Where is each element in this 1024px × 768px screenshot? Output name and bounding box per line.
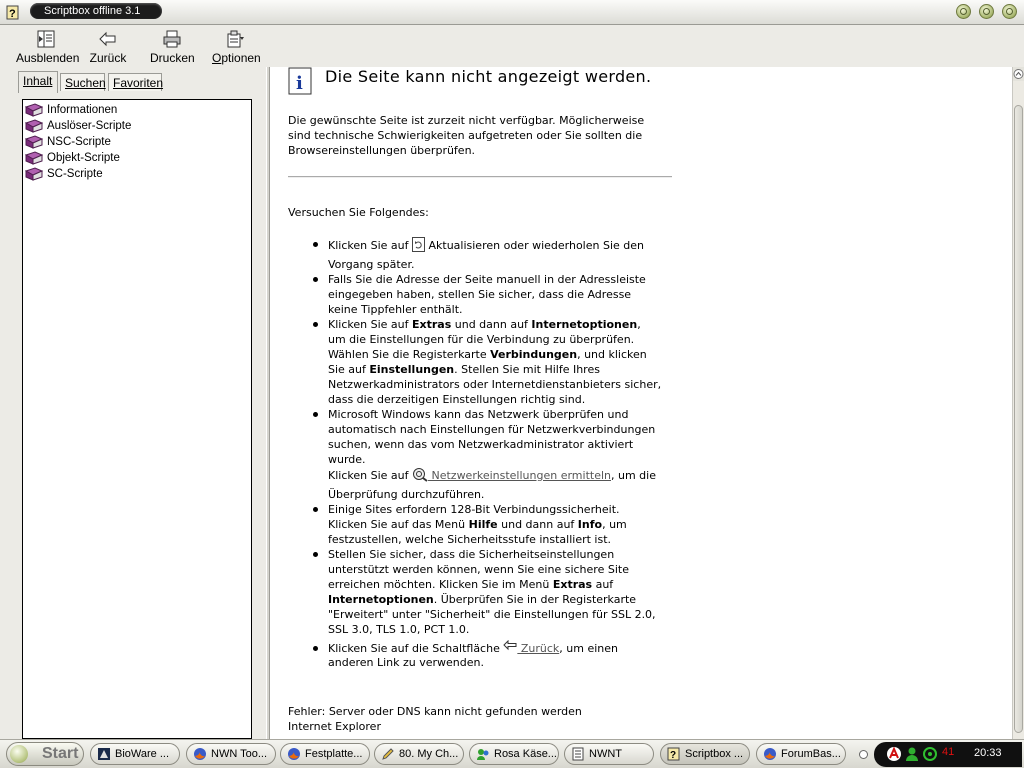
tray-toggle-button[interactable] bbox=[859, 750, 868, 759]
book-icon bbox=[25, 151, 43, 165]
list-item-cont: automatisch nach Einstellungen für Netzwerkverbindungen bbox=[328, 423, 656, 436]
text: , um die bbox=[611, 469, 656, 482]
notepad-icon bbox=[571, 747, 585, 761]
tab-contents[interactable] bbox=[18, 71, 58, 93]
list-item-cont: "Erweitert" unter "Sicherheit" die Einstellungen für SSL 2.0, bbox=[328, 608, 656, 621]
tray-counter: 41 bbox=[942, 746, 955, 758]
tree-item-label: NSC-Scripte bbox=[47, 136, 111, 148]
try-heading: Versuchen Sie Folgendes: bbox=[288, 206, 429, 219]
bioware-icon bbox=[97, 747, 111, 761]
help-app-icon bbox=[6, 4, 22, 20]
content-pane bbox=[270, 67, 1012, 739]
text: Klicken Sie auf die Schaltfläche bbox=[328, 642, 504, 655]
task-my-ch[interactable] bbox=[374, 743, 464, 765]
tab-search[interactable] bbox=[60, 73, 105, 91]
list-item-cont bbox=[328, 362, 600, 377]
text: . Überprüfen Sie in der Registerkarte bbox=[433, 593, 637, 606]
clock: 20:33 bbox=[974, 747, 1002, 759]
text: erreichen möchten. Klicken Sie im Menü bbox=[328, 578, 553, 591]
detect-network-settings-link[interactable]: Netzwerkeinstellungen ermitteln bbox=[427, 469, 611, 482]
navigation-pane bbox=[0, 67, 266, 739]
antivirus-icon[interactable] bbox=[886, 746, 902, 762]
list-item-cont: Netzwerkadministrators oder Internetdienstanbieters sicher, bbox=[328, 378, 662, 391]
text: Verbindungen bbox=[490, 348, 578, 361]
list-item bbox=[328, 237, 644, 253]
bullet bbox=[313, 646, 318, 651]
back-arrow-icon bbox=[503, 640, 517, 652]
task-label: BioWare ... bbox=[115, 748, 169, 760]
list-item-cont: keine Tippfehler enthält. bbox=[328, 303, 463, 316]
text: Klicken Sie auf bbox=[328, 469, 412, 482]
text: und dann auf bbox=[451, 318, 532, 331]
start-label: Start bbox=[42, 745, 79, 762]
close-button[interactable] bbox=[1002, 4, 1017, 19]
tree-item-label: SC-Scripte bbox=[47, 168, 103, 180]
printer-icon bbox=[161, 29, 183, 49]
page-title: Die Seite kann nicht angezeigt werden. bbox=[325, 67, 652, 86]
list-item-cont: suchen, wenn das vom Netzwerkadministrator aktiviert bbox=[328, 438, 634, 451]
text: Internetoptionen bbox=[328, 593, 434, 606]
print-button[interactable] bbox=[150, 29, 194, 65]
svg-text:?: ? bbox=[670, 750, 677, 761]
tree-item-label: Objekt-Scripte bbox=[47, 152, 120, 164]
hide-pane-icon bbox=[35, 29, 57, 49]
window-title: Scriptbox offline 3.1 bbox=[30, 3, 162, 19]
network-search-icon bbox=[412, 467, 428, 482]
pencil-icon bbox=[381, 747, 395, 761]
taskbar bbox=[0, 739, 1024, 768]
hide-button-label: Ausblenden bbox=[16, 51, 80, 65]
text: Aktualisieren oder wiederholen Sie den bbox=[424, 239, 645, 252]
list-item-cont: wurde. bbox=[328, 453, 366, 466]
tab-favorites[interactable] bbox=[108, 73, 162, 91]
bullet bbox=[313, 242, 318, 247]
options-icon bbox=[224, 29, 246, 49]
options-button-label: Optionen bbox=[212, 51, 261, 65]
help-icon bbox=[667, 747, 681, 761]
tab-contents-label: Inhalt bbox=[23, 74, 53, 88]
text: . Stellen Sie mit Hilfe Ihres bbox=[454, 363, 600, 376]
list-item-cont bbox=[328, 577, 613, 592]
messenger-icon bbox=[476, 747, 490, 761]
text: Sie auf bbox=[328, 363, 370, 376]
list-item-cont bbox=[328, 467, 656, 483]
list-item-cont bbox=[328, 592, 636, 607]
back-button-label: Zurück bbox=[89, 51, 127, 65]
back-arrow-icon bbox=[97, 29, 119, 49]
text: , und klicken bbox=[577, 348, 647, 361]
list-item-cont: Überprüfung durchzuführen. bbox=[328, 488, 485, 501]
bullet bbox=[313, 412, 318, 417]
tree-item-label: Auslöser-Scripte bbox=[47, 120, 132, 132]
text: auf bbox=[592, 578, 614, 591]
list-item: Microsoft Windows kann das Netzwerk überprüfen und bbox=[328, 408, 629, 421]
list-item: Stellen Sie sicher, dass die Sicherheitseinstellungen bbox=[328, 548, 615, 561]
bullet bbox=[313, 552, 318, 557]
scroll-thumb[interactable] bbox=[1014, 105, 1023, 733]
book-icon bbox=[25, 103, 43, 117]
text: Klicken Sie auf bbox=[328, 318, 412, 331]
text: Hilfe bbox=[468, 518, 498, 531]
hide-button[interactable] bbox=[16, 29, 80, 65]
list-item-cont: unterstützt werden können, wenn Sie eine sichere Site bbox=[328, 563, 629, 576]
tab-favorites-label: Favoriten bbox=[113, 76, 164, 90]
book-icon bbox=[25, 167, 43, 181]
text: Klicken Sie auf das Menü bbox=[328, 518, 469, 531]
error-message: Fehler: Server oder DNS kann nicht gefunden werden bbox=[288, 705, 582, 718]
task-bioware[interactable] bbox=[90, 743, 180, 765]
task-forumbas[interactable] bbox=[756, 743, 846, 765]
text: Info bbox=[577, 518, 603, 531]
task-label: NWNT bbox=[589, 748, 622, 760]
options-button[interactable] bbox=[212, 29, 261, 65]
list-item-cont: eingegeben haben, stellen Sie sicher, dass die Adresse bbox=[328, 288, 632, 301]
divider bbox=[288, 176, 672, 178]
info-icon bbox=[288, 67, 312, 95]
text: , um bbox=[602, 518, 627, 531]
list-item-cont: um die Einstellungen für die Verbindung zu überprüfen. bbox=[328, 333, 635, 346]
toolbar bbox=[0, 25, 1024, 67]
list-item-cont: SSL 3.0, TLS 1.0, PCT 1.0. bbox=[328, 623, 470, 636]
list-item: Einige Sites erfordern 128-Bit Verbindungssicherheit. bbox=[328, 503, 620, 516]
text: Internetoptionen bbox=[531, 318, 638, 331]
text: , bbox=[637, 318, 641, 331]
text: Extras bbox=[552, 578, 593, 591]
list-item-cont: dass die derzeitigen Einstellungen richtig sind. bbox=[328, 393, 586, 406]
book-icon bbox=[25, 135, 43, 149]
back-button[interactable] bbox=[88, 29, 128, 65]
bullet bbox=[313, 277, 318, 282]
text: , um einen bbox=[559, 642, 618, 655]
messenger-tray-icon[interactable] bbox=[904, 746, 920, 762]
firefox-icon bbox=[763, 747, 777, 761]
task-label: ForumBas... bbox=[781, 748, 841, 760]
firefox-icon bbox=[193, 747, 207, 761]
system-tray bbox=[874, 742, 1022, 767]
task-rosa-kaese[interactable] bbox=[469, 743, 559, 765]
network-tray-icon[interactable] bbox=[922, 746, 938, 762]
list-item bbox=[328, 317, 641, 332]
task-scriptbox[interactable] bbox=[660, 743, 750, 765]
scroll-up-button[interactable] bbox=[1013, 67, 1024, 81]
tab-search-label: Suchen bbox=[65, 76, 106, 90]
list-item: Falls Sie die Adresse der Seite manuell in der Adressleiste bbox=[328, 273, 646, 286]
list-item-cont bbox=[328, 347, 647, 362]
task-festplatte[interactable] bbox=[280, 743, 370, 765]
text: Wählen Sie die Registerkarte bbox=[328, 348, 491, 361]
list-item bbox=[328, 640, 618, 656]
task-label: NWN Too... bbox=[211, 748, 268, 760]
task-nwn-tools[interactable] bbox=[186, 743, 276, 765]
back-link[interactable]: Zurück bbox=[517, 642, 560, 655]
print-button-label: Drucken bbox=[150, 51, 195, 65]
list-item-cont: Vorgang später. bbox=[328, 258, 415, 271]
firefox-icon bbox=[287, 747, 301, 761]
task-label: Scriptbox ... bbox=[685, 748, 744, 760]
list-item-cont: festzustellen, welche Sicherheitsstufe installiert ist. bbox=[328, 533, 612, 546]
svg-text:i: i bbox=[296, 73, 303, 94]
start-button[interactable] bbox=[6, 742, 84, 766]
title-bar bbox=[0, 0, 1024, 25]
intro-line-2: sind technische Schwierigkeiten aufgetreten oder Sie sollten die bbox=[288, 129, 643, 142]
bullet bbox=[313, 507, 318, 512]
text: Extras bbox=[411, 318, 452, 331]
maximize-button[interactable] bbox=[979, 4, 994, 19]
contents-tree bbox=[22, 99, 252, 739]
text: Einstellungen bbox=[369, 363, 455, 376]
task-label: Festplatte... bbox=[305, 748, 363, 760]
intro-line-3: Browsereinstellungen überprüfen. bbox=[288, 144, 476, 157]
book-icon bbox=[25, 119, 43, 133]
list-item-cont: anderen Link zu verwenden. bbox=[328, 656, 484, 669]
minimize-button[interactable] bbox=[956, 4, 971, 19]
browser-name: Internet Explorer bbox=[288, 720, 381, 733]
vertical-scrollbar[interactable] bbox=[1012, 67, 1024, 739]
bullet bbox=[313, 322, 318, 327]
start-orb-icon bbox=[10, 745, 28, 763]
task-label: Rosa Käse... bbox=[494, 748, 557, 760]
tree-item-label: Informationen bbox=[47, 104, 118, 116]
scroll-up-icon bbox=[1013, 67, 1024, 81]
task-label: 80. My Ch... bbox=[399, 748, 459, 760]
task-nwnt[interactable] bbox=[564, 743, 654, 765]
svg-text:?: ? bbox=[9, 8, 16, 20]
intro-line-1: Die gewünschte Seite ist zurzeit nicht verfügbar. Möglicherweise bbox=[288, 114, 645, 127]
list-item-cont bbox=[328, 517, 627, 532]
text: Klicken Sie auf bbox=[328, 239, 412, 252]
refresh-icon bbox=[412, 237, 425, 252]
text: und dann auf bbox=[497, 518, 578, 531]
